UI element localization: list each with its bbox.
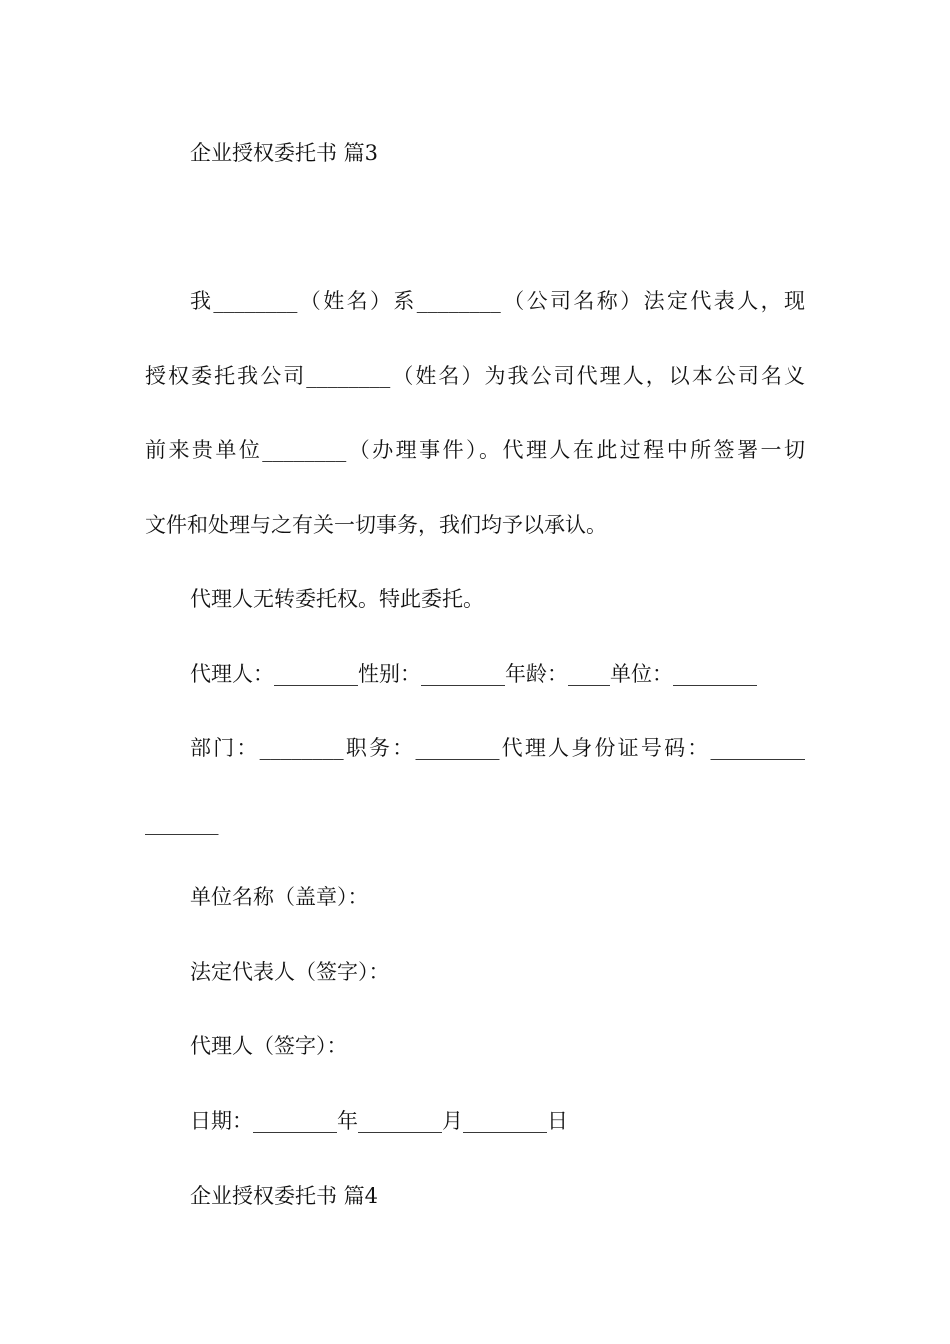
- section-heading-4: 企业授权委托书 篇4: [190, 1184, 379, 1208]
- unit-name-seal-line: 单位名称（盖章）：: [190, 885, 369, 909]
- paragraph-line-4: 文件和处理与之有关一切事务，我们均予以承认。: [145, 513, 607, 537]
- agent-signature-line: 代理人（签字）：: [190, 1034, 348, 1058]
- paragraph-line-2: 授权委托我公司________（姓名）为我公司代理人，以本公司名义: [145, 364, 805, 388]
- section-heading-3: 企业授权委托书 篇3: [190, 141, 379, 165]
- date-line: 日期：________年________月________日: [190, 1109, 568, 1133]
- paragraph-line-1: 我________（姓名）系________（公司名称）法定代表人，现: [190, 289, 805, 313]
- department-info-wrap-line: _______: [145, 811, 219, 835]
- paragraph-line-3: 前来贵单位________（办理事件）。代理人在此过程中所签署一切: [145, 438, 805, 462]
- legal-rep-signature-line: 法定代表人（签字）：: [190, 960, 390, 984]
- agent-info-line: 代理人：________性别：________年龄：____单位：________: [190, 662, 757, 686]
- department-info-line: 部门：________职务：________代理人身份证号码：_________: [190, 736, 805, 760]
- no-sub-delegation-text: 代理人无转委托权。特此委托。: [190, 587, 484, 611]
